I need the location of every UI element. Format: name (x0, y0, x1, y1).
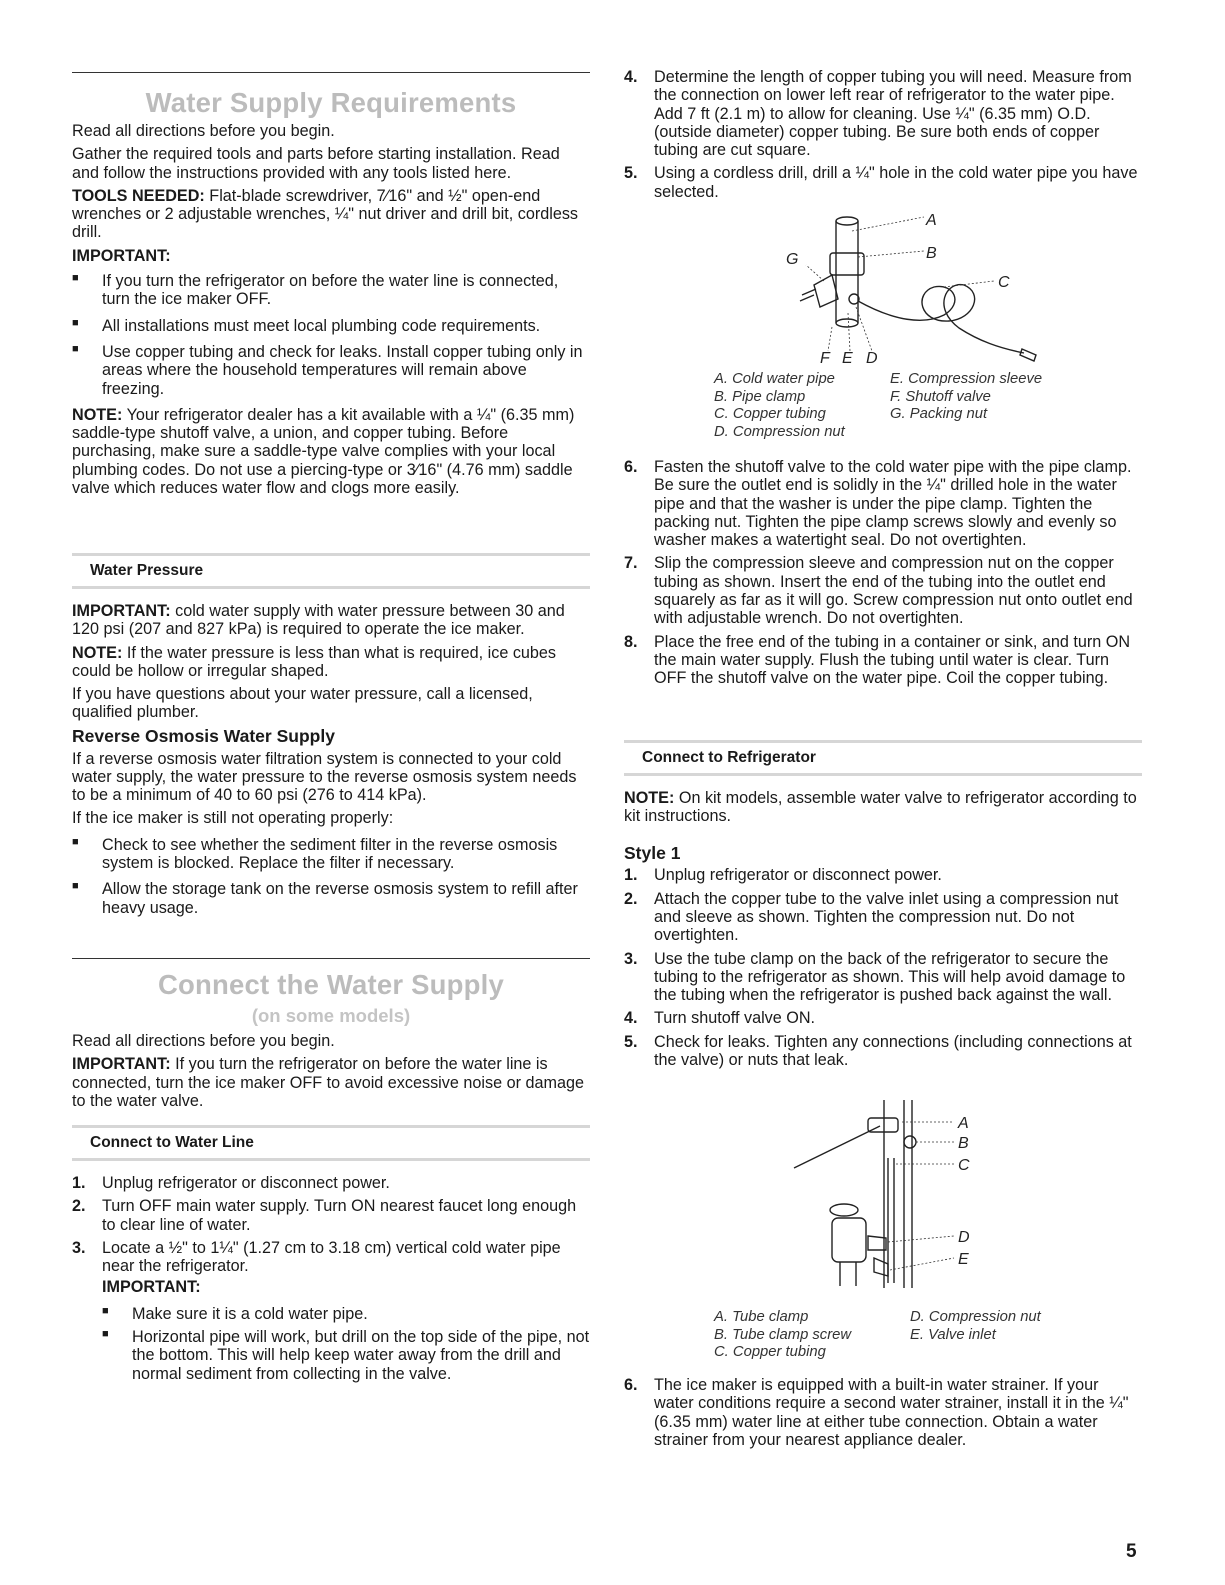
list-item: ■ If you turn the refrigerator on before the water line is connected, turn the ice maker OFF. (72, 272, 590, 309)
step-item (624, 866, 1142, 884)
pressure-note (72, 644, 590, 681)
step-item (624, 164, 1142, 201)
figure-letter-a: A (958, 1115, 969, 1132)
figure-letter-a: A (926, 212, 937, 229)
pressure-questions: If you have questions about your water pressure, call a licensed, qualified plumber. (72, 685, 533, 722)
page-number: 5 (1126, 1541, 1137, 1562)
caption-f: F. Shutoff valve (890, 388, 991, 405)
caption-b: B. Pipe clamp (714, 388, 806, 405)
intro-text: Read all directions before you begin. (72, 1032, 335, 1050)
tube-clamp-figure (784, 1098, 1004, 1298)
list-item: ■ Horizontal pipe will work, but drill on the top side of the pipe, not the bottom. This will help keep water away from the drill and normal sediment from collecting in the valve. (102, 1328, 590, 1383)
figure-letter-e: E (958, 1251, 969, 1268)
connect-important (72, 1055, 590, 1110)
intro-text: Read all directions before you begin. (72, 122, 335, 140)
reverse-osmosis-list (72, 836, 590, 917)
water-line-steps (72, 1174, 590, 1388)
connect-water-supply-subtitle: (on some models) (251, 1005, 411, 1026)
caption-d: D. Compression nut (714, 424, 845, 441)
connect-refrigerator-heading: Connect to Refrigerator (624, 740, 1142, 776)
section-rule-top (72, 72, 590, 73)
step-text: Unplug refrigerator or disconnect power. (102, 1174, 390, 1192)
water-supply-body (72, 122, 590, 502)
list-item: ■ Make sure it is a cold water pipe. (102, 1305, 590, 1323)
note-label: NOTE: (72, 405, 123, 424)
step-number: 5. (624, 1032, 638, 1051)
gather-tools-text: Gather the required tools and parts before starting installation. Read and follow the instructions provided with any tools listed here. (72, 145, 560, 182)
step-number: 8. (624, 632, 638, 651)
figure-letter-d: D (866, 350, 878, 367)
reverse-osmosis-heading: Reverse Osmosis Water Supply (72, 725, 335, 746)
step-item (624, 1376, 1142, 1449)
step-item (624, 890, 1142, 945)
pipe-clamp-shape (830, 253, 864, 275)
step-item (72, 1197, 590, 1234)
step-number: 3. (624, 949, 638, 968)
water-line-steps-continued (624, 68, 1142, 206)
step-item (624, 1009, 1142, 1027)
figure-letter-e: E (842, 350, 853, 367)
connect-important-text: If you turn the refrigerator on before the water line is connected, turn the ice maker OFF to avoid excessive noise or damage to the water valve. (72, 1055, 584, 1110)
figure-letter-b: B (958, 1135, 969, 1152)
kit-note (72, 406, 590, 497)
step-item (624, 1033, 1142, 1070)
water-line-steps-final (624, 458, 1142, 693)
shutoff-valve-illustration (754, 203, 1074, 368)
step-text: The ice maker is equipped with a built-in water strainer. If your water conditions require a second water strainer, install it in the ¼" (6.35 mm) water line at either tube connection. Obtain a water strainer from your nearest appliance dealer. (654, 1376, 1129, 1449)
water-supply-title: Water Supply Requirements (145, 87, 517, 118)
figure-letter-g: G (786, 251, 799, 268)
list-item: ■ Check to see whether the sediment filter in the reverse osmosis system is blocked. Replace the filter if necessary. (72, 836, 590, 873)
important-label: IMPORTANT: (72, 1055, 171, 1074)
step-number: 2. (624, 889, 638, 908)
step-item (624, 554, 1142, 627)
valve-inlet-shape (874, 1258, 888, 1276)
step-text: Using a cordless drill, drill a ¼" hole in the cold water pipe you have selected. (654, 164, 1138, 201)
pressure-important-text: cold water supply with water pressure between 30 and 120 psi (207 and 827 kPa) is required to operate the ice maker. (72, 602, 565, 639)
reverse-osmosis-text-2: If the ice maker is still not operating properly: (72, 809, 394, 828)
caption-b: B. Tube clamp screw (714, 1326, 852, 1343)
figure-letter-c: C (958, 1157, 970, 1174)
figure-letter-d: D (958, 1229, 970, 1246)
step-number: 1. (624, 866, 638, 885)
step-number: 3. (72, 1238, 86, 1257)
step-number: 1. (72, 1174, 86, 1192)
caption-d: D. Compression nut (910, 1309, 1041, 1325)
copper-tubing-shape (858, 285, 1024, 353)
step-number: 4. (624, 1009, 638, 1028)
caption-e: E. Valve inlet (910, 1326, 996, 1343)
step-number: 6. (624, 458, 638, 476)
important-list (72, 272, 590, 398)
tools-text: Flat-blade screwdriver, 7⁄16" and ½" open-end wrenches or 2 adjustable wrenches, ¼" nut driver and drill bit, cordless drill. (72, 186, 579, 242)
important-label: IMPORTANT: (72, 246, 171, 265)
shutoff-valve-captions (714, 371, 1090, 441)
caption-a: A. Tube clamp (714, 1309, 809, 1325)
step-text: Attach the copper tube to the valve inlet using a compression nut and sleeve as shown. Tighten the compression nut. Do not overtighten. (654, 889, 1119, 945)
compression-nut-shape (868, 1236, 886, 1250)
connect-refrigerator-body (624, 789, 1142, 1074)
shutoff-valve-shape (814, 275, 838, 307)
step-text: Check for leaks. Tighten any connections (including connections at the valve) or nuts that leak. (654, 1032, 1132, 1070)
step-text: Fasten the shutoff valve to the cold water pipe with the pipe clamp. Be sure the outlet end is solidly in the ¼" drilled hole in the water pipe and that the washer is under the pipe clamp. Tighten the packing nut. Tighten the pipe clamp screws slowly and evenly so washer makes a watertight seal. Do not overtighten. (654, 458, 1132, 550)
section-rule-middle (72, 958, 590, 959)
note-label: NOTE: (624, 789, 675, 807)
connect-water-line-heading: Connect to Water Line (72, 1125, 590, 1161)
water-pressure-body (72, 602, 590, 925)
caption-e: E. Compression sleeve (890, 371, 1043, 387)
step-text: Locate a ½" to 1¼" (1.27 cm to 3.18 cm) vertical cold water pipe near the refrigerator. (102, 1238, 561, 1276)
list-item: ■ Allow the storage tank on the reverse osmosis system to refill after heavy usage. (72, 880, 590, 917)
figure-letter-c: C (998, 274, 1010, 291)
step-number: 6. (624, 1376, 638, 1394)
figure-letter-b: B (926, 245, 937, 262)
step-number: 5. (624, 164, 638, 183)
step-number: 7. (624, 554, 638, 573)
refrigerator-step-6 (624, 1376, 1142, 1454)
list-item: ■ Use copper tubing and check for leaks. Install copper tubing only in areas where the household temperatures will remain above freezing. (72, 343, 590, 398)
note-text: On kit models, assemble water valve to refrigerator according to kit instructions. (624, 789, 1137, 826)
caption-c: C. Copper tubing (714, 406, 826, 423)
step-item (624, 950, 1142, 1005)
connect-water-supply-title: Connect the Water Supply (157, 969, 505, 1000)
valve-body-shape (832, 1218, 866, 1262)
copper-tubing-shape (888, 1158, 894, 1283)
step-item (624, 68, 1142, 159)
step-text: Unplug refrigerator or disconnect power. (654, 866, 942, 885)
step-number: 4. (624, 68, 638, 86)
shutoff-valve-figure (754, 203, 1074, 368)
step-item (624, 633, 1142, 688)
tube-clamp-screw-shape (904, 1136, 916, 1148)
tools-needed (72, 187, 590, 242)
important-label: IMPORTANT: (72, 602, 171, 620)
step-number: 2. (72, 1197, 86, 1216)
tube-clamp-illustration (784, 1098, 1004, 1298)
step-text: Place the free end of the tubing in a container or sink, and turn ON the main water supply. Flush the tubing until water is clear. Turn OFF the shutoff valve on the water pipe. Coil the copper tubing. (654, 632, 1131, 688)
cold-water-pipe-shape (836, 221, 858, 323)
tools-label: TOOLS NEEDED: (72, 186, 205, 205)
caption-c: C. Copper tubing (714, 1344, 826, 1361)
caption-a: A. Cold water pipe (714, 371, 835, 387)
step-item (72, 1174, 590, 1192)
step3-important-list (102, 1305, 590, 1383)
connect-water-supply-body (72, 1032, 590, 1115)
step-text: Turn shutoff valve ON. (654, 1009, 816, 1028)
important-label: IMPORTANT: (102, 1278, 201, 1297)
style-1-heading: Style 1 (624, 842, 681, 863)
step-item (72, 1239, 590, 1383)
kit-models-note (624, 789, 1142, 826)
list-item: ■ All installations must meet local plumbing code requirements. (72, 317, 590, 335)
caption-g: G. Packing nut (890, 406, 988, 423)
note-text: Your refrigerator dealer has a kit available with a ¼" (6.35 mm) saddle-type shutoff valve, a union, and copper tubing. Before purchasing, make sure a saddle-type valve complies with your local plumbing codes. Do not use a piercing-type or 3⁄16" (4.76 mm) saddle valve which reduces water flow and clogs more easily. (72, 405, 575, 498)
step-text: Use the tube clamp on the back of the refrigerator to secure the tubing to the refrigerator as shown. This will help avoid damage to the tubing when the refrigerator is pushed back against the wall. (654, 949, 1126, 1005)
step-text: Turn OFF main water supply. Turn ON nearest faucet long enough to clear line of water. (102, 1197, 577, 1234)
water-pressure-heading: Water Pressure (72, 553, 590, 589)
tube-clamp-captions (714, 1309, 1110, 1361)
reverse-osmosis-text: If a reverse osmosis water filtration system is connected to your cold water supply, the water pressure to the reverse osmosis system needs to be a minimum of 40 to 60 psi (276 to 414 kPa). (72, 749, 577, 805)
figure-letter-f: F (820, 350, 830, 367)
pressure-important (72, 602, 590, 639)
note-label: NOTE: (72, 643, 123, 662)
step-text: Slip the compression sleeve and compression nut on the copper tubing as shown. Insert the end of the tubing into the outlet end squarely as far as it will go. Screw compression nut onto outlet end with adjustable wrench. Do not overtighten. (654, 554, 1133, 628)
pressure-note-text: If the water pressure is less than what is required, ice cubes could be hollow or irregular shaped. (72, 643, 557, 680)
step-item (624, 458, 1142, 549)
step-text: Determine the length of copper tubing you will need. Measure from the connection on lower left rear of refrigerator to the water pipe. Add 7 ft (2.1 m) to allow for cleaning. Use ¼" (6.35 mm) O.D. (outside diameter) copper tubing. Be sure both ends of copper tubing are cut square. (654, 68, 1132, 160)
